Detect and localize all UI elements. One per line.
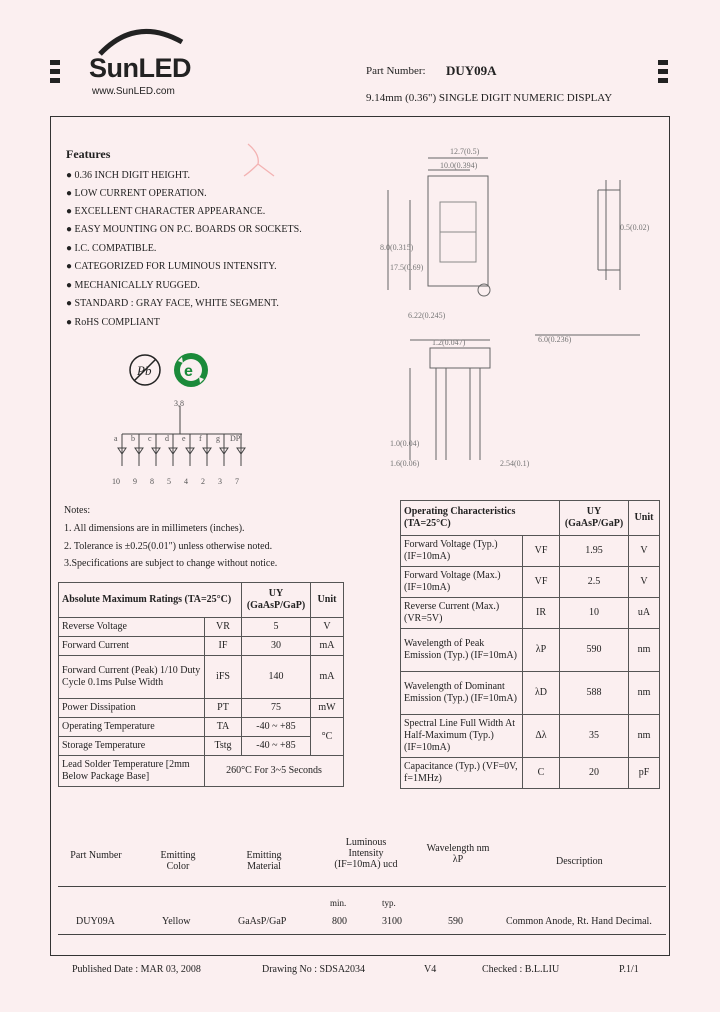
value-cell: 140 [242, 656, 311, 699]
table-row [401, 629, 660, 672]
feature-item: ● MECHANICALLY RUGGED. [66, 280, 200, 291]
value-cell: 588 [560, 672, 629, 715]
drawing-number: Drawing No : SDSA2034 [262, 964, 366, 975]
unit-cell: nm [629, 629, 660, 672]
checked-by: Checked : B.L.LIU [482, 964, 560, 975]
dim-label: 6.0(0.236) [538, 335, 572, 344]
table-row [401, 758, 660, 789]
table-header: Operating Characteristics (TA=25°C) [401, 501, 560, 536]
corner-mark-left-3 [50, 78, 60, 83]
pin-label: DP [230, 434, 241, 443]
symbol-cell: VF [523, 536, 560, 567]
part-number-value: DUY09A [446, 63, 497, 78]
watermark-icon [238, 140, 278, 180]
param-cell: Reverse Voltage [59, 618, 205, 637]
unit-cell: V [629, 536, 660, 567]
table-row [401, 715, 660, 758]
selection-header: Description [556, 856, 603, 867]
value-cell: 10 [560, 598, 629, 629]
symbol-cell: VR [205, 618, 242, 637]
brand-url[interactable]: www.SunLED.com [92, 86, 175, 97]
table-row [59, 699, 344, 718]
table-header: Unit [311, 583, 344, 618]
value-cell: 260°C For 3~5 Seconds [205, 756, 344, 787]
table-row [59, 756, 344, 787]
pin-label: d [165, 434, 169, 443]
selection-cell: Yellow [162, 916, 191, 927]
svg-text:Pb: Pb [137, 363, 152, 378]
pb-free-icon [127, 352, 163, 388]
param-cell: Capacitance (Typ.) (VF=0V, f=1MHz) [401, 758, 523, 789]
pin-number: 5 [167, 477, 171, 486]
note-item: 1. All dimensions are in millimeters (inches). [64, 523, 245, 534]
table-header: UY (GaAsP/GaP) [560, 501, 629, 536]
symbol-cell: λP [523, 629, 560, 672]
symbol-cell: λD [523, 672, 560, 715]
table-header-row [59, 583, 344, 618]
selection-header: Wavelength nm λP [426, 843, 490, 865]
unit-cell: V [311, 618, 344, 637]
symbol-cell: Δλ [523, 715, 560, 758]
value-cell: 20 [560, 758, 629, 789]
operating-characteristics-table [400, 500, 660, 789]
dim-label: 1.2(0.047) [432, 338, 466, 347]
table-row [59, 656, 344, 699]
feature-item: ● CATEGORIZED FOR LUMINOUS INTENSITY. [66, 261, 277, 272]
table-row [59, 618, 344, 637]
absolute-max-ratings-table [58, 582, 344, 787]
symbol-cell: Tstg [205, 737, 242, 756]
dim-label: 12.7(0.5) [450, 147, 480, 156]
note-item: 2. Tolerance is ±0.25(0.01") unless otherwise noted. [64, 541, 273, 552]
table-row [401, 672, 660, 715]
common-pin-label: 3,8 [174, 399, 184, 408]
unit-cell: nm [629, 672, 660, 715]
param-cell: Forward Current [59, 637, 205, 656]
selection-header: Part Number [70, 850, 122, 861]
unit-cell: °C [311, 718, 344, 756]
svg-text:e: e [184, 363, 193, 380]
package-dimension-drawing [370, 140, 660, 480]
rohs-icon [172, 351, 210, 389]
feature-item: ● STANDARD : GRAY FACE, WHITE SEGMENT. [66, 298, 279, 309]
value-cell: 75 [242, 699, 311, 718]
table-row [401, 598, 660, 629]
table-row [401, 567, 660, 598]
published-date: Published Date : MAR 03, 2008 [72, 964, 201, 975]
symbol-cell: VF [523, 567, 560, 598]
selection-header: Emitting Color [160, 850, 196, 872]
symbol-cell: PT [205, 699, 242, 718]
feature-item: ● EASY MOUNTING ON P.C. BOARDS OR SOCKETS. [66, 224, 302, 235]
dim-label: 1.0(0.04) [390, 439, 420, 448]
feature-item: ● I.C. COMPATIBLE. [66, 243, 157, 254]
param-cell: Wavelength of Dominant Emission (Typ.) (IF=10mA) [401, 672, 523, 715]
feature-item: ● RoHS COMPLIANT [66, 317, 160, 328]
symbol-cell: TA [205, 718, 242, 737]
value-cell: 590 [560, 629, 629, 672]
pin-label: g [216, 434, 220, 443]
pin-label: f [199, 434, 202, 443]
corner-mark-right-2 [658, 69, 668, 74]
dim-label: 17.5(0.69) [390, 263, 424, 272]
page-number: P.1/1 [619, 964, 639, 975]
pin-number: 9 [133, 477, 137, 486]
value-cell: 5 [242, 618, 311, 637]
param-cell: Forward Voltage (Max.) (IF=10mA) [401, 567, 523, 598]
symbol-cell: C [523, 758, 560, 789]
param-cell: Wavelength of Peak Emission (Typ.) (IF=10mA) [401, 629, 523, 672]
selection-cell: GaAsP/GaP [238, 916, 287, 927]
table-header: Absolute Maximum Ratings (TA=25°C) [59, 583, 242, 618]
corner-mark-left-2 [50, 69, 60, 74]
param-cell: Reverse Current (Max.) (VR=5V) [401, 598, 523, 629]
unit-cell: mW [311, 699, 344, 718]
value-cell: -40 ~ +85 [242, 737, 311, 756]
table-row [59, 737, 344, 756]
pin-number: 10 [112, 477, 120, 486]
symbol-cell: iFS [205, 656, 242, 699]
dim-label: 10.0(0.394) [440, 161, 478, 170]
table-header: UY (GaAsP/GaP) [242, 583, 311, 618]
param-cell: Forward Voltage (Typ.) (IF=10mA) [401, 536, 523, 567]
unit-cell: mA [311, 656, 344, 699]
corner-mark-right-3 [658, 78, 668, 83]
pin-number: 3 [218, 477, 222, 486]
pin-number: 8 [150, 477, 154, 486]
table-row [59, 718, 344, 737]
selection-subheader: min. [330, 898, 347, 908]
product-subtitle: 9.14mm (0.36") SINGLE DIGIT NUMERIC DISPLAY [366, 92, 613, 104]
pin-label: b [131, 434, 135, 443]
pin-number: 2 [201, 477, 205, 486]
unit-cell: V [629, 567, 660, 598]
value-cell: 1.95 [560, 536, 629, 567]
value-cell: 30 [242, 637, 311, 656]
value-cell: 35 [560, 715, 629, 758]
pin-label: e [182, 434, 186, 443]
table-header: Unit [629, 501, 660, 536]
param-cell: Power Dissipation [59, 699, 205, 718]
table-row [401, 536, 660, 567]
selection-cell: 3100 [382, 916, 402, 927]
symbol-cell: IF [205, 637, 242, 656]
dim-label: 6.22(0.245) [408, 311, 446, 320]
corner-mark-right-1 [658, 60, 668, 65]
param-cell: Forward Current (Peak) 1/10 Duty Cycle 0.1ms Pulse Width [59, 656, 205, 699]
pin-label: c [148, 434, 152, 443]
param-cell: Lead Solder Temperature [2mm Below Package Base] [59, 756, 205, 787]
pin-number: 7 [235, 477, 239, 486]
selection-header: Luminous Intensity (IF=10mA) ucd [334, 837, 398, 870]
selection-cell: DUY09A [76, 916, 115, 927]
sunled-logo-arc [96, 22, 186, 56]
unit-cell: mA [311, 637, 344, 656]
unit-cell: uA [629, 598, 660, 629]
value-cell: 2.5 [560, 567, 629, 598]
pin-label: a [114, 434, 118, 443]
param-cell: Storage Temperature [59, 737, 205, 756]
dim-label: 1.6(0.06) [390, 459, 420, 468]
unit-cell: pF [629, 758, 660, 789]
feature-item: ● LOW CURRENT OPERATION. [66, 188, 207, 199]
feature-item: ● EXCELLENT CHARACTER APPEARANCE. [66, 206, 266, 217]
note-item: 3.Specifications are subject to change without notice. [64, 558, 278, 569]
selection-cell: 590 [448, 916, 463, 927]
dim-label: 8.0(0.315) [380, 243, 414, 252]
table-row [59, 637, 344, 656]
divider [58, 886, 666, 887]
pin-number: 4 [184, 477, 188, 486]
symbol-cell: IR [523, 598, 560, 629]
selection-subheader: typ. [382, 898, 396, 908]
selection-cell: 800 [332, 916, 347, 927]
dim-label: 2.54(0.1) [500, 459, 530, 468]
unit-cell: nm [629, 715, 660, 758]
notes-title: Notes: [64, 505, 91, 516]
part-number-label: Part Number: [366, 65, 426, 77]
brand-name: SunLED [89, 53, 191, 83]
corner-mark-left-1 [50, 60, 60, 65]
feature-item: ● 0.36 INCH DIGIT HEIGHT. [66, 170, 190, 181]
selection-cell: Common Anode, Rt. Hand Decimal. [506, 916, 652, 927]
divider [58, 934, 666, 935]
table-header-row [401, 501, 660, 536]
value-cell: -40 ~ +85 [242, 718, 311, 737]
param-cell: Spectral Line Full Width At Half-Maximum (Typ.) (IF=10mA) [401, 715, 523, 758]
selection-header: Emitting Material [246, 850, 282, 872]
dim-label: 0.5(0.02) [620, 223, 650, 232]
param-cell: Operating Temperature [59, 718, 205, 737]
features-title: Features [66, 147, 111, 161]
version: V4 [424, 964, 437, 975]
